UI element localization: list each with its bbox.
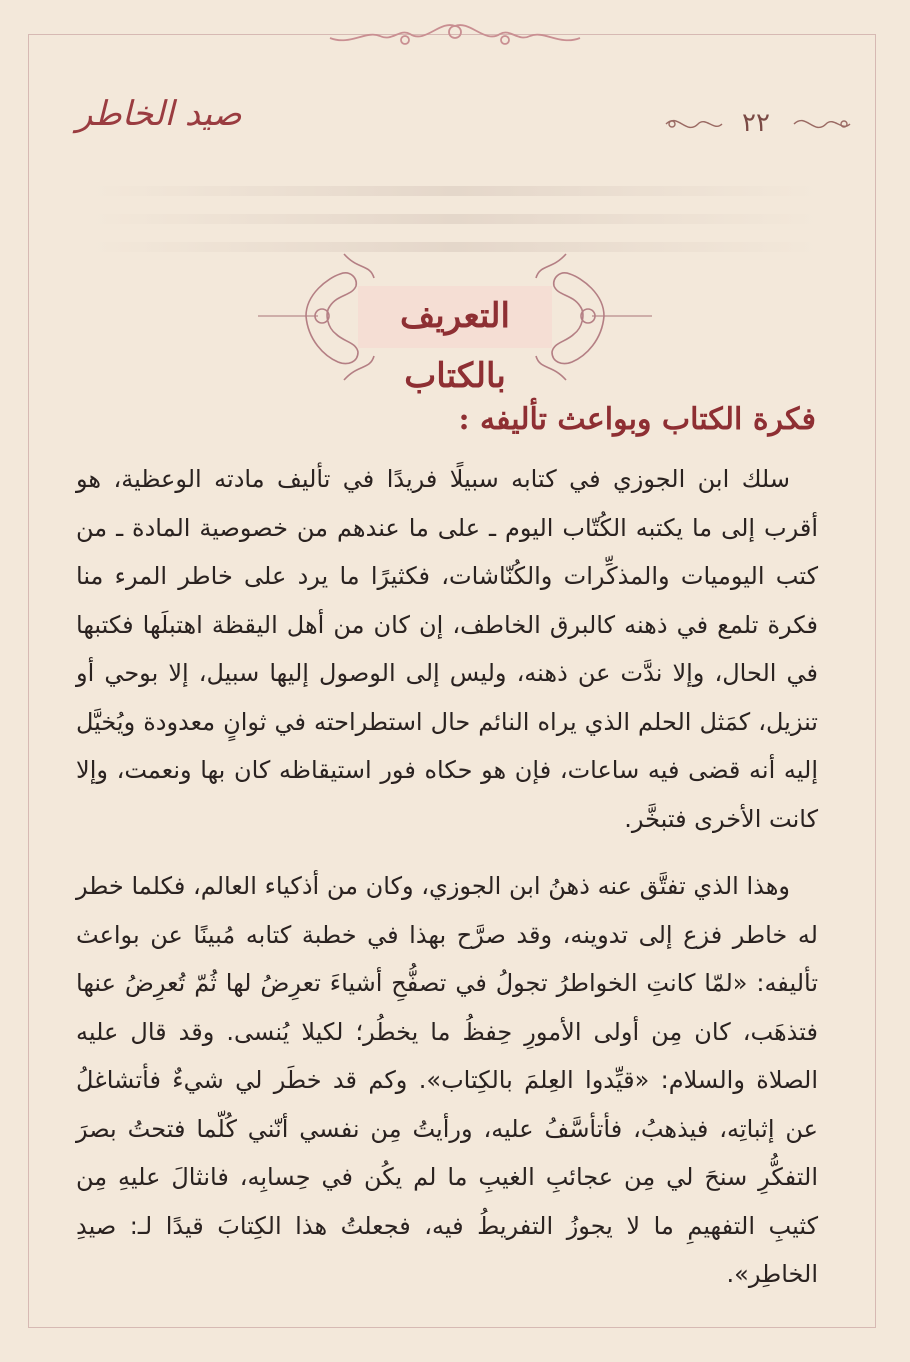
paragraph: سلك ابن الجوزي في كتابه سبيلًا فريدًا في تأليف مادته الوعظية، هو أقرب إلى ما يكتبه الكُتّاب اليوم ـ على ما عندهم من خصوصية المادة ـ من كتب اليوميات والمذكِّرات والكُنّاشات، فكثيرًا ما يرد على خاطر المرء منا فكرة تلمع في ذهنه كالبرق الخاطف، إن كان من أهل اليقظة اهتبلَها فكتبها في الحال، وإلا ندَّت عن ذهنه، وليس إلى الوصول إليها سبيل، إلا بوحي أو تنزيل، كمَثل الحلم الذي يراه النائم حال استطراحته في ثوانٍ معدودة ويُخيَّل إليه أنه قضى فيه ساعات، فإن هو حكاه فور استيقاظه كان بها ونعمت، وإلا كانت الأخرى فتبخَّر. <box>76 465 818 833</box>
running-title: صيد الخاطر <box>76 94 242 134</box>
top-ornament-icon <box>300 18 610 58</box>
page-number: ٢٢ <box>742 108 770 138</box>
body-text <box>76 455 818 1299</box>
page-header <box>40 88 870 168</box>
page-number-ornament <box>658 104 858 144</box>
section-title-cartouche <box>258 250 652 396</box>
section-title: التعريف بالكتاب <box>400 296 510 396</box>
paragraph: وهذا الذي تفتَّق عنه ذهنُ ابن الجوزي، وكان من أذكياء العالم، فكلما خطر له خاطر فزع إلى تدوينه، وقد صرَّح بهذا في خطبة كتابه مُبينًا عن بواعث تأليفه: «لمّا كانتِ الخواطرُ تجولُ في تصفُّحِ أشياءَ تعرِضُ لها ثُمّ تُعرِضُ عنها فتذهَب، كان مِن أولى الأمورِ حِفظُ ما يخطُر؛ لكيلا يُنسى. وقد قال عليه الصلاة والسلام: «قيِّدوا العِلمَ بالكِتاب». وكم قد خطَر لي شيءٌ فأتشاغلُ عن إثباتِه، فيذهبُ، فأتأسَّفُ عليه، ورأيتُ مِن نفسي أنّني كُلّما فتحتُ بصرَ التفكُّرِ سنحَ لي مِن عجائبِ الغيبِ ما لم يكُن في حِسابِه، فانثالَ عليهِ مِن كثيبِ التفهيمِ ما لا يجوزُ التفريطُ فيه، فجعلتُ هذا الكِتابَ قيدًا لـ: صيدِ الخاطِر». <box>76 872 818 1288</box>
subsection-heading: فكرة الكتاب وبواعث تأليفه : <box>458 402 816 437</box>
